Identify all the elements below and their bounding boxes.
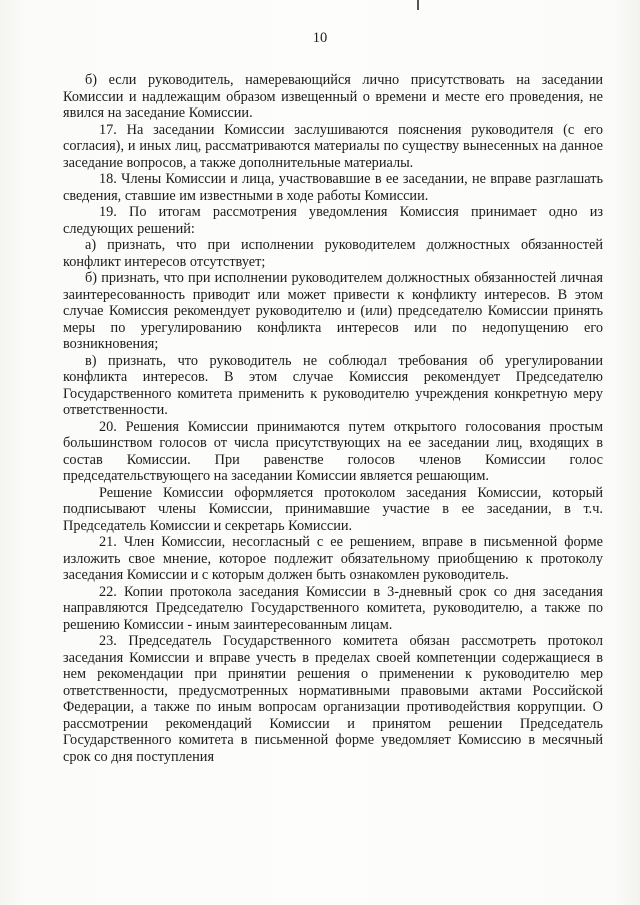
page-number: 10 (312, 30, 328, 46)
document-body (63, 72, 603, 765)
paragraph-19a: а) признать, что при исполнении руководителем должностных обязанностей конфликт интересов отсутствует; (63, 237, 603, 270)
paragraph-19: 19. По итогам рассмотрения уведомления Комиссия принимает одно из следующих решений: (63, 204, 603, 237)
paragraph-22: 22. Копии протокола заседания Комиссии в 3-дневный срок со дня заседания направляются Председателю Государственного комитета, руководителю, а также по решению Комиссии - иным заинтересованным лицам. (63, 583, 603, 633)
scan-artifact-mark (417, 0, 419, 10)
paragraph-20-decision: Решение Комиссии оформляется протоколом заседания Комиссии, который подписывают члены Комиссии, принимавшие участие в ее заседании, в т.ч. Председатель Комиссии и секретарь Комиссии. (63, 484, 603, 534)
paragraph-16b: б) если руководитель, намеревающийся лично присутствовать на заседании Комиссии и надлежащим образом извещенный о времени и месте его проведения, не явился на заседание Комиссии. (63, 72, 603, 121)
paragraph-21: 21. Член Комиссии, несогласный с ее решением, вправе в письменной форме изложить свое мнение, которое подлежит обязательному приобщению к протоколу заседания Комиссии и с которым должен быть ознакомлен руководитель. (63, 534, 603, 583)
paragraph-19b: б) признать, что при исполнении руководителем должностных обязанностей личная заинтересованность приводит или может привести к конфликту интересов. В этом случае Комиссия рекомендует руководителю и (или) председателю Комиссии принять меры по урегулированию конфликта интересов или по недопущению его возникновения; (63, 270, 603, 352)
paragraph-20: 20. Решения Комиссии принимаются путем открытого голосования простым большинством голосов от числа присутствующих на ее заседании лиц, входящих в состав Комиссии. При равенстве голосов членов Комиссии голос председательствующего на заседании Комиссии является решающим. (63, 418, 603, 484)
paragraph-17: 17. На заседании Комиссии заслушиваются пояснения руководителя (с его согласия), и иных лиц, рассматриваются материалы по существу вынесенных на данное заседание вопросов, а также дополнительные материалы. (63, 121, 603, 171)
paragraph-18: 18. Члены Комиссии и лица, участвовавшие в ее заседании, не вправе разглашать сведения, ставшие им известными в ходе работы Комиссии. (63, 171, 603, 204)
paragraph-19v: в) признать, что руководитель не соблюдал требования об урегулировании конфликта интересов. В этом случае Комиссия рекомендует Председателю Государственного комитета применить к руководителю учреждения конкретную меру ответственности. (63, 352, 603, 418)
paragraph-23: 23. Председатель Государственного комитета обязан рассмотреть протокол заседания Комиссии и вправе учесть в пределах своей компетенции содержащиеся в нем рекомендации при принятии решения о применении к руководителю мер ответственности, предусмотренных нормативными правовыми актами Российской Федерации, а также по иным вопросам организации противодействия коррупции. О рассмотрении рекомендаций Комиссии и принятом решении Председатель Государственного комитета в письменной форме уведомляет Комиссию в месячный срок со дня поступления (63, 633, 603, 765)
